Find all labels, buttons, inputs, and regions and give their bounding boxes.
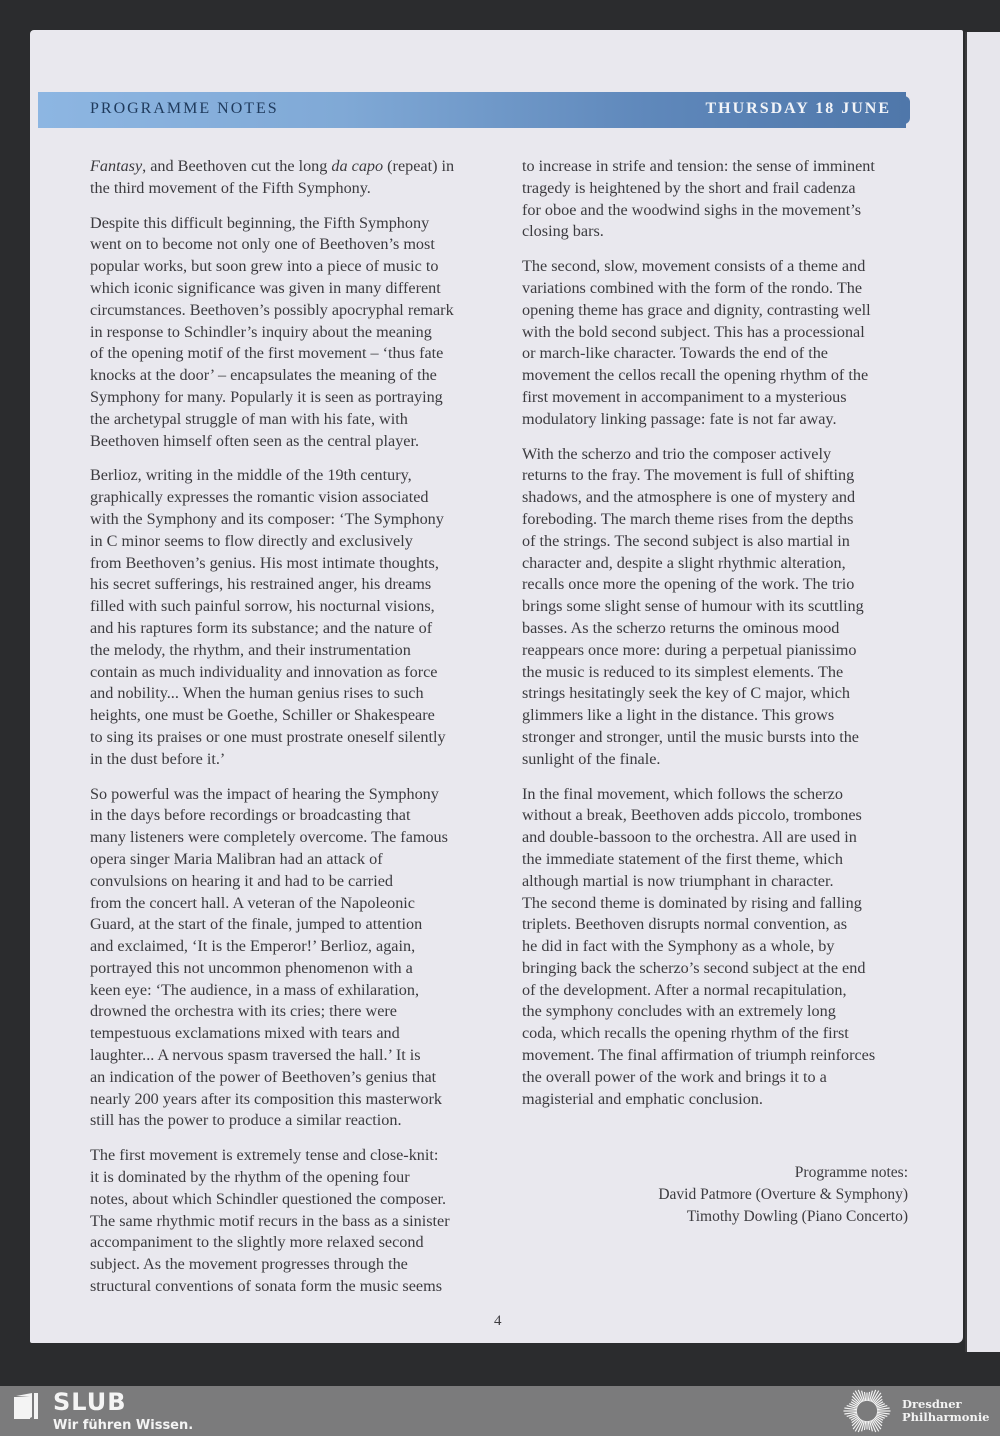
concert-date: THURSDAY 18 JUNE xyxy=(705,100,891,117)
paragraph xyxy=(90,156,490,200)
paragraph: The second, slow, movement consists of a theme and variations combined with the form of the rondo. The opening theme has grace and dignity, contrasting well with the bold second subject. This has a processional or march-like character. Towards the end of the movement the cellos recall the opening rhythm of the first movement in accompaniment to a mysterious modulatory linking passage: fate is not far away. xyxy=(522,257,871,428)
paragraph-text: , and Beethoven cut the long xyxy=(142,157,332,175)
sunburst-ray xyxy=(864,1421,865,1430)
paragraph: So powerful was the impact of hearing the Symphony in the days before recordings or broadcasting that many listeners were completely overcome. The famous opera singer Maria Malibran had an attack of convulsions on hearing it and had to be carried from the concert hall. A veteran of the Napoleonic Guard, at the start of the finale, jumped to attention and exclaimed, ‘It is the Emperor!’ Berlioz, again, portrayed this not uncommon phenomenon with a keen eye: ‘The audience, in a mass of exhilaration, drowned the orchestra with its cries; there were tempestuous exclamations mixed with tears and laughter... A nervous spasm traversed the hall.’ It is an indication of the power of Beethoven’s genius that nearly 200 years after its composition this masterwork still has the power to produce a similar reaction. xyxy=(90,784,448,1130)
sunburst-ray xyxy=(864,1392,865,1401)
sunburst-ring-icon xyxy=(842,1386,892,1436)
next-page-edge xyxy=(965,32,1000,1352)
credits-author-2: Timothy Dowling (Piano Concerto) xyxy=(686,1207,908,1225)
paragraph: to increase in strife and tension: the sense of imminent tragedy is heightened by the short and frail cadenza for oboe and the woodwind sighs in the movement’s closing bars. xyxy=(522,157,875,241)
paragraph-text: (repeat) in the third movement of the Fifth Symphony. xyxy=(90,157,455,197)
right-column xyxy=(522,156,922,1123)
book-pages-icon xyxy=(14,1391,40,1423)
header-band-notch xyxy=(902,96,910,124)
italic-term: da capo xyxy=(331,157,384,175)
dp-line-1: Dresdner xyxy=(902,1397,962,1411)
credits xyxy=(658,1162,908,1227)
section-title: PROGRAMME NOTES xyxy=(90,100,279,117)
dp-line-2: Philharmonie xyxy=(902,1410,990,1424)
slub-tagline: Wir führen Wissen. xyxy=(53,1418,194,1433)
slub-logo-name: SLUB xyxy=(53,1388,127,1416)
italic-title: Fantasy xyxy=(90,157,143,175)
credits-label: Programme notes: xyxy=(794,1164,908,1181)
sunburst-ray xyxy=(868,1421,869,1430)
paragraph: The first movement is extremely tense and close-knit: it is dominated by the rhythm of the opening four notes, about which Schindler questioned the composer. The same rhythmic motif recurs in the bass as a sinister accompaniment to the slightly more relaxed second subject. As the movement progresses through the structural conventions of sonata form the music seems xyxy=(90,1146,450,1296)
paragraph: Berlioz, writing in the middle of the 19th century, graphically expresses the romantic vision associated with the Symphony and its composer: ‘The Symphony in C minor seems to flow directly and exclusively from Beethoven’s genius. His most intimate thoughts, his secret sufferings, his restrained anger, his dreams filled with such painful sorrow, his nocturnal visions, and his raptures form its substance; and the nature of the melody, the rhythm, and their instrumentation contain as much individuality and innovation as force and nobility... When the human genius rises to such heights, one must be Goethe, Schiller or Shakespeare to sing its praises or one must prostrate oneself silently in the dust before it.’ xyxy=(90,466,446,768)
dresdner-philharmonie-logo xyxy=(902,1398,990,1424)
credits-author-1: David Patmore (Overture & Symphony) xyxy=(658,1185,908,1203)
page-number: 4 xyxy=(494,1313,502,1329)
paragraph: With the scherzo and trio the composer actively returns to the fray. The movement is full of shifting shadows, and the atmosphere is one of mystery and foreboding. The march theme rises from the depths of the strings. The second subject is also martial in character and, despite a slight rhythmic alteration, recalls once more the opening of the work. The trio brings some slight sense of humour with its scuttling basses. As the scherzo returns the ominous mood reappears once more: during a perpetual pianissimo the music is reduced to its simplest elements. The strings hesitatingly seek the key of C major, which glimmers like a light in the distance. This grows stronger and stronger, until the music bursts into the sunlight of the finale. xyxy=(522,444,864,768)
paragraph: In the final movement, which follows the scherzo without a break, Beethoven adds piccolo, trombones and double-bassoon to the orchestra. All are used in the immediate statement of the first theme, which although martial is now triumphant in character. The second theme is dominated by rising and falling triplets. Beethoven disrupts normal convention, as he did in fact with the Symphony as a whole, by bringing back the scherzo’s second subject at the end of the development. After a normal recapitulation, the symphony concludes with an extremely long coda, which recalls the opening rhythm of the first movement. The final affirmation of triumph reinforces the overall power of the work and brings it to a magisterial and emphatic conclusion. xyxy=(522,784,876,1108)
sunburst-ray xyxy=(868,1392,869,1401)
paragraph: Despite this difficult beginning, the Fifth Symphony went on to become not only one of Beethoven’s most popular works, but soon grew into a piece of music to which iconic significance was given in many different circumstances. Beethoven’s possibly apocryphal remark in response to Schindler’s inquiry about the meaning of the opening motif of the first movement – ‘thus fate knocks at the door’ – encapsulates the meaning of the Symphony for many. Popularly it is seen as portraying the archetypal struggle of man with his fate, with Beethoven himself often seen as the central player. xyxy=(90,213,454,450)
left-column xyxy=(90,156,490,1311)
